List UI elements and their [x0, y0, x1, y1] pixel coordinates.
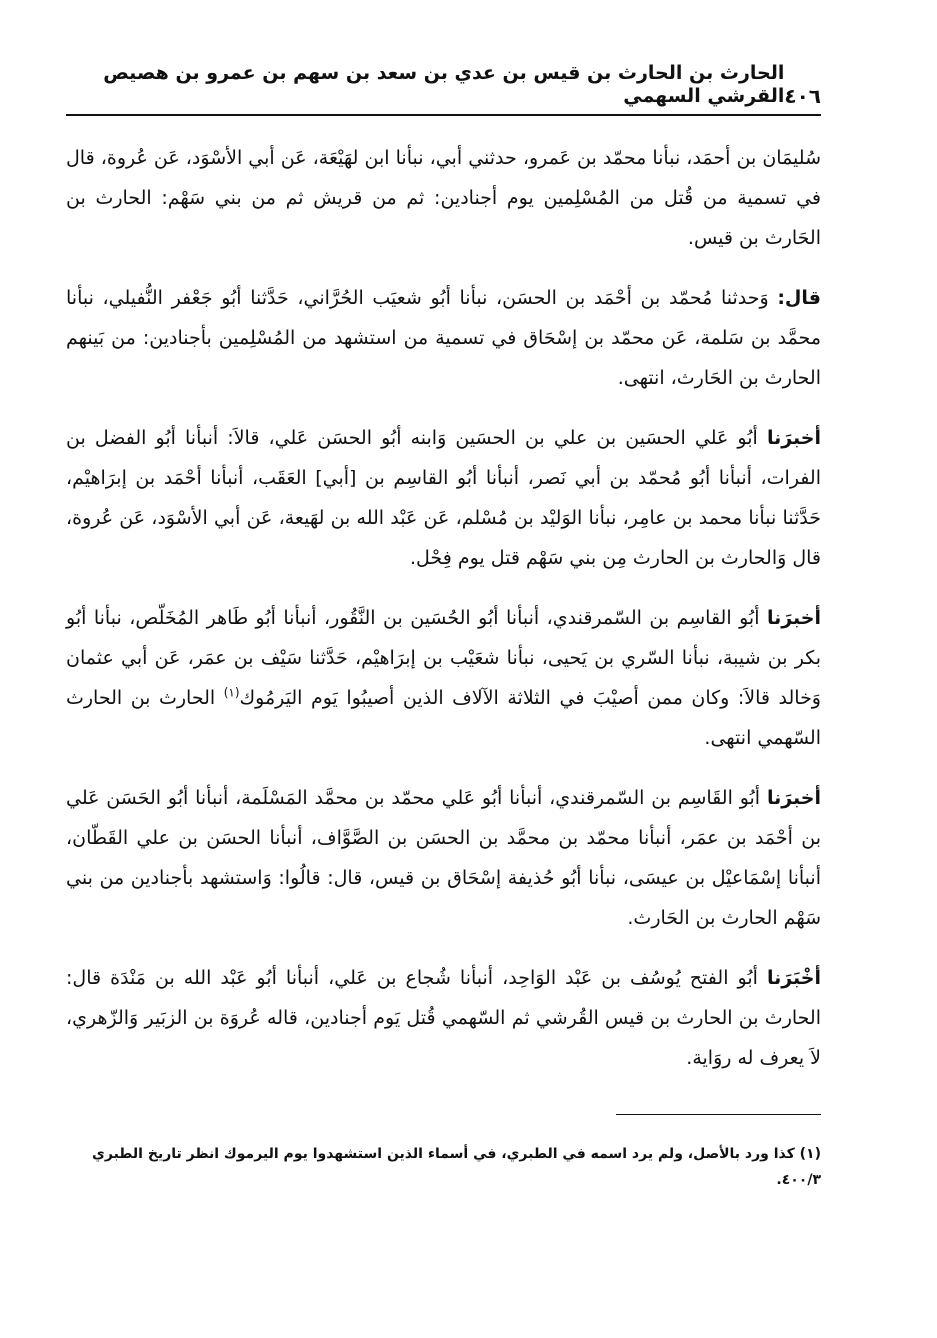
- paragraph-6-lead: أخْبَرَنا: [766, 966, 821, 989]
- paragraph-5: [66, 778, 821, 938]
- paragraph-3: [66, 418, 821, 578]
- running-title: الحارث بن الحارث بن قيس بن عدي بن سعد بن سهم بن عمرو بن هصيص القرشي السهمي: [103, 62, 785, 107]
- paragraph-2-lead: قال:: [777, 286, 821, 309]
- paragraph-6-text: أبُو الفتح يُوسُف بن عَبْد الوَاحِد، أنبأنا شُجاع بن عَلي، أنبأنا أبُو عَبْد الله بن مَنْدَة قال: الحارث بن الحارث بن قيس القُرشي ثم السّهمي قُتل يَوم أجنادين، قاله عُروَة بن الزبَير وَالزّهري، لاَ يعرف له روَاية.: [66, 966, 821, 1069]
- paragraph-6: [66, 958, 821, 1078]
- paragraph-5-text: أبُو القَاسِم بن السّمرقندي، أنبأنا أبُو عَلي محمّد بن محمَّد المَسْلَمة، أنبأنا أبُو الحَسَن عَلي بن أحْمَد بن عمَر، أنبأنا محمّد بن محمَّد بن الحسَن بن الصَّوَّاف، أنبأنا الحسَن بن علي القَطّان، أنبأنا إسْمَاعيْل بن عيسَى، نبأنا أبُو حُذيفة إسْحَاق بن قيس، قال: قالُوا: وَاستشهد بأجنادين من بني سَهْم الحارث بن الحَارث.: [66, 786, 821, 929]
- running-header: [66, 62, 821, 116]
- paragraph-4: [66, 598, 821, 758]
- paragraph-2: [66, 278, 821, 398]
- paragraph-4-text: أبُو القاسِم بن السّمرقندي، أنبأنا أبُو الحُسَين بن النَّقُور، أنبأنا أبُو طَاهر المُخَلّص، نبأنا أبُو بكر بن شيبة، نبأنا السّري بن يَحيى، نبأنا شعَيْب بن إبرَاهيْم، حَدَّثنا سَيْف بن عمَر، عَن أبي عثمان وَخالد قالاَ: وكان ممن أصيْبَ في الثلاثة الآلاف الذين أصيبُوا يَوم اليَرمُوك: [66, 606, 821, 709]
- paragraph-4-lead: أخبرَنا: [766, 606, 821, 629]
- footnote-divider: [616, 1114, 821, 1115]
- footnote: (١) كذا ورد بالأصل، ولم يرد اسمه في الطبري، في أسماء الذين استشهدوا يوم اليرموك انظر تاريخ الطبري ٤٠٠/٣.: [92, 1145, 821, 1188]
- paragraph-2-text: وَحدثنا مُحمّد بن أحْمَد بن الحسَن، نبأنا أبُو شعيَب الحُرَّاني، حَدَّثنا أبُو جَعْفر النُّفيلي، نبأنا محمَّد بن سَلمة، عَن محمّد بن إسْحَاق في تسمية من استشهد من المُسْلِمين بأجنادين: من بَينهم الحارث بن الحَارث، انتهى.: [66, 286, 821, 389]
- page-number: ٤٠٦: [784, 83, 821, 108]
- paragraph-1: [66, 138, 821, 258]
- body-text: [66, 138, 821, 1078]
- footnote-reference[interactable]: (١): [223, 685, 240, 700]
- paragraph-3-text: أبُو عَلي الحسَين بن علي بن الحسَين وَابنه أبُو الحسَن عَلي، قالاَ: أنبأنا أبُو الفضل بن الفرات، أنبأنا أبُو مُحمّد بن أبي نَصر، أنبأنا أبُو القاسِم بن [أبي] العَقَب، أنبأنا أحْمَد بن إبرَاهيْم، حَدَّثنا نبأنا محمد بن عامِر، نبأنا الوَليْد بن مُسْلم، عَن عَبْد الله بن لهَيعة، عَن أبي الأسْوَد، عَن عُروة، قال وَالحارث بن الحارث مِن بني سَهْم قتل يوم فِحْل.: [66, 426, 821, 569]
- paragraph-3-lead: أخبرَنا: [766, 426, 821, 449]
- paragraph-1-text: سُليمَان بن أحمَد، نبأنا محمّد بن عَمرو، حدثني أبي، نبأنا ابن لهَيْعَة، عَن أبي الأسْوَد، عَن عُروة، قال في تسمية من قُتل من المُسْلِمين يوم أجنادين: ثم من قريش ثم من بني سَهْم: الحارث بن الحَارث بن قيس.: [66, 146, 821, 249]
- paragraph-5-lead: أخبرَنا: [766, 786, 821, 809]
- paragraph-4-tail: الحارث بن الحارث السّهمي انتهى.: [66, 686, 821, 749]
